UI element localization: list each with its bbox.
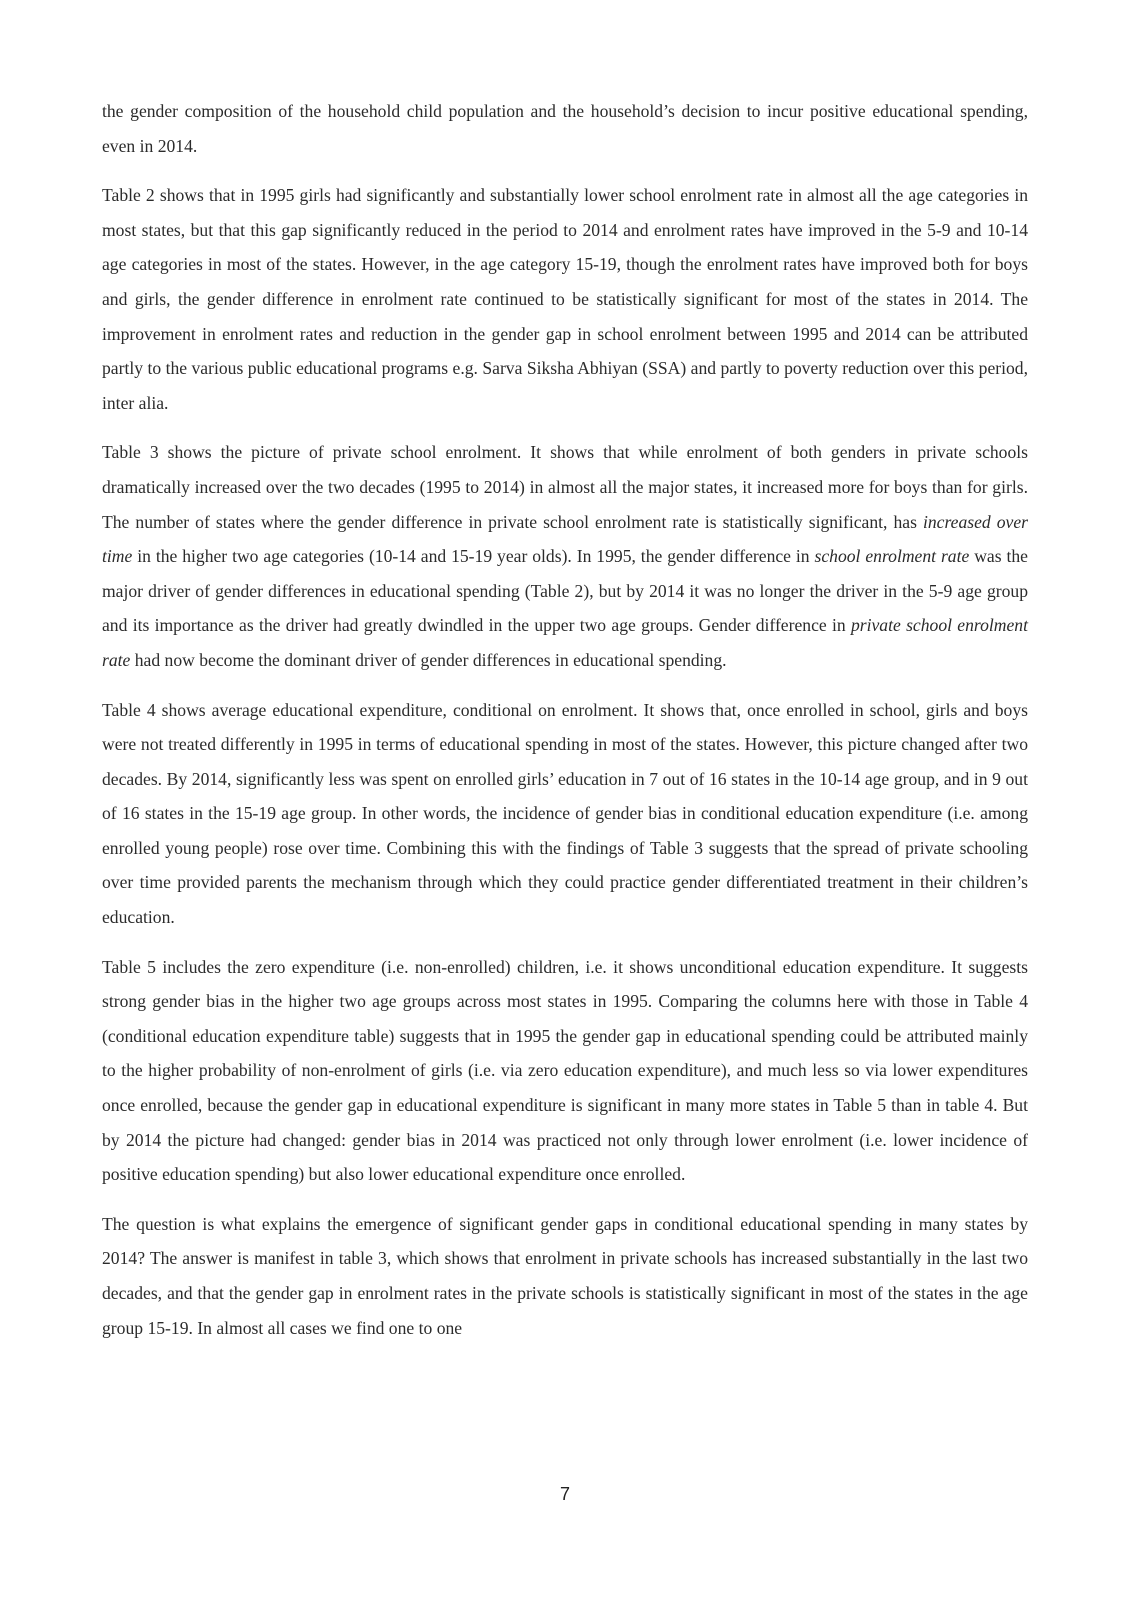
paragraph-text: The question is what explains the emergence of significant gender gaps in conditional educational spending in many states by 2014? The answer is manifest in table 3, which shows that enrolment in private schools has increased substantially in the last two decades, and that the gender gap in enrolment rates in the private schools is statistically significant in most of the states in the age group 15-19. In almost all cases we find one to one	[102, 1213, 1028, 1338]
emphasis-text: school enrolment rate	[814, 546, 970, 567]
paragraph-5	[102, 950, 1028, 1192]
paragraph-text: Table 2 shows that in 1995 girls had significantly and substantially lower school enrolment rate in almost all the age categories in most states, but that this gap significantly reduced in the period to 2014 and enrolment rates have improved in the 5-9 and 10-14 age categories in most of the states. However, in the age category 15-19, though the enrolment rates have improved both for boys and girls, the gender difference in enrolment rate continued to be statistically significant for most of the states in 2014. The improvement in enrolment rates and reduction in the gender gap in school enrolment between 1995 and 2014 can be attributed partly to the various public educational programs e.g. Sarva Siksha Abhiyan (SSA) and partly to poverty reduction over this period, inter alia.	[102, 185, 1028, 413]
paragraph-2	[102, 178, 1028, 420]
paragraph-text: Table 5 includes the zero expenditure (i.e. non-enrolled) children, i.e. it shows unconditional education expenditure. It suggests strong gender bias in the higher two age groups across most states in 1995. Comparing the columns here with those in Table 4 (conditional education expenditure table) suggests that in 1995 the gender gap in educational spending could be attributed mainly to the higher probability of non-enrolment of girls (i.e. via zero education expenditure), and much less so via lower expenditures once enrolled, because the gender gap in educational expenditure is significant in many more states in Table 5 than in table 4. But by 2014 the picture had changed: gender bias in 2014 was practiced not only through lower enrolment (i.e. lower incidence of positive education spending) but also lower educational expenditure once enrolled.	[102, 956, 1028, 1185]
paragraph-6	[102, 1207, 1028, 1345]
paragraph-text: Table 4 shows average educational expenditure, conditional on enrolment. It shows that, once enrolled in school, girls and boys were not treated differently in 1995 in terms of educational spending in most of the states. However, this picture changed after two decades. By 2014, significantly less was spent on enrolled girls’ education in 7 out of 16 states in the 10-14 age group, and in 9 out of 16 states in the 15-19 age group. In other words, the incidence of gender bias in conditional education expenditure (i.e. among enrolled young people) rose over time. Combining this with the findings of Table 3 suggests that the spread of private schooling over time provided parents the mechanism through which they could practice gender differentiated treatment in their children’s education.	[102, 699, 1028, 928]
paragraph-4	[102, 693, 1028, 935]
page-body	[102, 94, 1028, 1360]
page-number: 7	[559, 1484, 570, 1504]
paragraph-text: had now become the dominant driver of gender differences in educational spending.	[130, 649, 727, 670]
paragraph-text: the gender composition of the household child population and the household’s decision to incur positive educational spending, even in 2014.	[102, 101, 1028, 156]
paragraph-1	[102, 94, 1028, 163]
paragraph-3	[102, 435, 1028, 677]
emphasis-text: increased over time	[102, 511, 1028, 567]
paragraph-text: in the higher two age categories (10-14 and 15-19 year olds). In 1995, the gender difference in	[132, 546, 815, 567]
paragraph-text: was the major driver of gender differences in educational spending (Table 2), but by 2014 it was no longer the driver in the 5-9 age group and its importance as the driver had greatly dwindled in the upper two age groups. Gender difference in	[102, 546, 1028, 636]
emphasis-text: private school enrolment rate	[102, 615, 1028, 670]
paragraph-text: Table 3 shows the picture of private school enrolment. It shows that while enrolment of both genders in private schools dramatically increased over the two decades (1995 to 2014) in almost all the major states, it increased more for boys than for girls. The number of states where the gender difference in private school enrolment rate is statistically significant, has	[102, 442, 1028, 532]
